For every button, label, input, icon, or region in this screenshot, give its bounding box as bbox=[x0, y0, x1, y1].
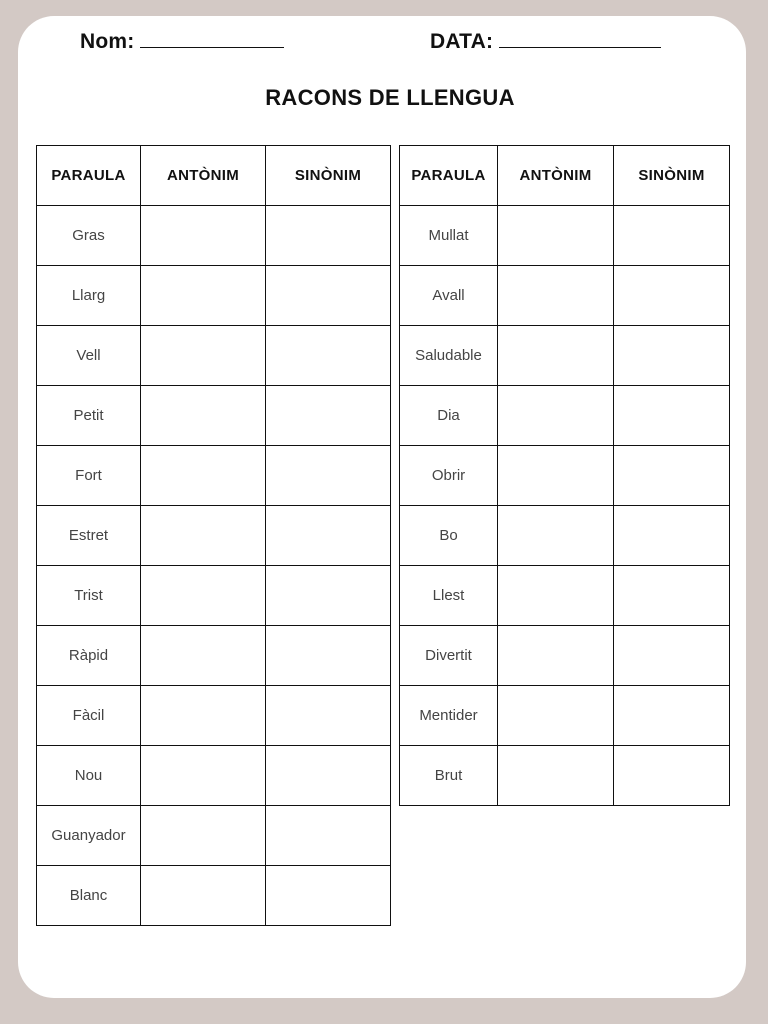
table-row bbox=[37, 506, 391, 566]
table-row bbox=[400, 266, 730, 326]
antonim-answer-cell[interactable] bbox=[498, 746, 614, 806]
word-cell: Fort bbox=[37, 446, 141, 506]
word-cell: Obrir bbox=[400, 446, 498, 506]
table-row bbox=[400, 206, 730, 266]
antonim-answer-cell[interactable] bbox=[498, 386, 614, 446]
table-row bbox=[37, 866, 391, 926]
table-row bbox=[400, 446, 730, 506]
word-cell: Llarg bbox=[37, 266, 141, 326]
left-word-table bbox=[36, 145, 391, 926]
word-cell: Gras bbox=[37, 206, 141, 266]
word-cell: Avall bbox=[400, 266, 498, 326]
antonim-answer-cell[interactable] bbox=[498, 206, 614, 266]
table-row bbox=[37, 326, 391, 386]
name-label: Nom: bbox=[80, 30, 135, 53]
antonim-answer-cell[interactable] bbox=[141, 686, 266, 746]
antonim-answer-cell[interactable] bbox=[141, 806, 266, 866]
word-cell: Mentider bbox=[400, 686, 498, 746]
antonim-answer-cell[interactable] bbox=[498, 686, 614, 746]
sinonim-answer-cell[interactable] bbox=[266, 626, 391, 686]
date-field bbox=[430, 28, 661, 54]
sinonim-answer-cell[interactable] bbox=[266, 686, 391, 746]
table-header-row bbox=[400, 146, 730, 206]
word-cell: Saludable bbox=[400, 326, 498, 386]
column-header-paraula: PARAULA bbox=[37, 146, 141, 206]
antonim-answer-cell[interactable] bbox=[141, 266, 266, 326]
sinonim-answer-cell[interactable] bbox=[266, 506, 391, 566]
table-header-row bbox=[37, 146, 391, 206]
word-cell: Fàcil bbox=[37, 686, 141, 746]
table-row bbox=[400, 686, 730, 746]
sinonim-answer-cell[interactable] bbox=[266, 386, 391, 446]
word-cell: Llest bbox=[400, 566, 498, 626]
antonim-answer-cell[interactable] bbox=[141, 566, 266, 626]
table-row bbox=[400, 386, 730, 446]
date-label: DATA: bbox=[430, 30, 494, 53]
sinonim-answer-cell[interactable] bbox=[614, 686, 730, 746]
word-cell: Estret bbox=[37, 506, 141, 566]
sinonim-answer-cell[interactable] bbox=[266, 206, 391, 266]
word-cell: Nou bbox=[37, 746, 141, 806]
sinonim-answer-cell[interactable] bbox=[614, 326, 730, 386]
table-row bbox=[400, 626, 730, 686]
antonim-answer-cell[interactable] bbox=[141, 506, 266, 566]
antonim-answer-cell[interactable] bbox=[498, 566, 614, 626]
antonim-answer-cell[interactable] bbox=[141, 446, 266, 506]
right-table-body bbox=[400, 206, 730, 806]
column-header-antonim: ANTÒNIM bbox=[141, 146, 266, 206]
antonim-answer-cell[interactable] bbox=[498, 506, 614, 566]
antonim-answer-cell[interactable] bbox=[498, 446, 614, 506]
word-cell: Petit bbox=[37, 386, 141, 446]
sinonim-answer-cell[interactable] bbox=[266, 866, 391, 926]
sinonim-answer-cell[interactable] bbox=[266, 806, 391, 866]
word-cell: Trist bbox=[37, 566, 141, 626]
table-row bbox=[37, 266, 391, 326]
antonim-answer-cell[interactable] bbox=[141, 626, 266, 686]
sinonim-answer-cell[interactable] bbox=[266, 566, 391, 626]
worksheet-card bbox=[18, 16, 746, 998]
sinonim-answer-cell[interactable] bbox=[266, 446, 391, 506]
table-row bbox=[400, 746, 730, 806]
left-table-body bbox=[37, 206, 391, 926]
antonim-answer-cell[interactable] bbox=[141, 746, 266, 806]
sinonim-answer-cell[interactable] bbox=[614, 266, 730, 326]
table-row bbox=[400, 506, 730, 566]
sinonim-answer-cell[interactable] bbox=[266, 746, 391, 806]
table-row bbox=[37, 806, 391, 866]
table-row bbox=[400, 326, 730, 386]
column-header-paraula: PARAULA bbox=[400, 146, 498, 206]
antonim-answer-cell[interactable] bbox=[141, 386, 266, 446]
name-field bbox=[80, 28, 284, 54]
word-cell: Blanc bbox=[37, 866, 141, 926]
column-header-antonim: ANTÒNIM bbox=[498, 146, 614, 206]
sinonim-answer-cell[interactable] bbox=[614, 446, 730, 506]
word-cell: Ràpid bbox=[37, 626, 141, 686]
table-row bbox=[37, 626, 391, 686]
name-blank-line[interactable] bbox=[140, 28, 284, 48]
table-row bbox=[37, 206, 391, 266]
antonim-answer-cell[interactable] bbox=[141, 206, 266, 266]
table-row bbox=[37, 686, 391, 746]
date-blank-line[interactable] bbox=[499, 28, 661, 48]
sinonim-answer-cell[interactable] bbox=[614, 566, 730, 626]
antonim-answer-cell[interactable] bbox=[498, 326, 614, 386]
table-row bbox=[37, 746, 391, 806]
word-cell: Dia bbox=[400, 386, 498, 446]
sinonim-answer-cell[interactable] bbox=[614, 386, 730, 446]
word-cell: Brut bbox=[400, 746, 498, 806]
antonim-answer-cell[interactable] bbox=[498, 266, 614, 326]
worksheet-title: RACONS DE LLENGUA bbox=[265, 85, 515, 110]
sinonim-answer-cell[interactable] bbox=[266, 266, 391, 326]
column-header-sinonim: SINÒNIM bbox=[614, 146, 730, 206]
antonim-answer-cell[interactable] bbox=[141, 866, 266, 926]
sinonim-answer-cell[interactable] bbox=[614, 506, 730, 566]
right-word-table bbox=[399, 145, 730, 806]
table-row bbox=[37, 446, 391, 506]
table-row bbox=[37, 386, 391, 446]
antonim-answer-cell[interactable] bbox=[498, 626, 614, 686]
sinonim-answer-cell[interactable] bbox=[614, 746, 730, 806]
sinonim-answer-cell[interactable] bbox=[614, 626, 730, 686]
word-cell: Mullat bbox=[400, 206, 498, 266]
word-cell: Bo bbox=[400, 506, 498, 566]
sinonim-answer-cell[interactable] bbox=[266, 326, 391, 386]
antonim-answer-cell[interactable] bbox=[141, 326, 266, 386]
word-cell: Vell bbox=[37, 326, 141, 386]
column-header-sinonim: SINÒNIM bbox=[266, 146, 391, 206]
sinonim-answer-cell[interactable] bbox=[614, 206, 730, 266]
word-cell: Guanyador bbox=[37, 806, 141, 866]
table-row bbox=[37, 566, 391, 626]
table-row bbox=[400, 566, 730, 626]
word-cell: Divertit bbox=[400, 626, 498, 686]
